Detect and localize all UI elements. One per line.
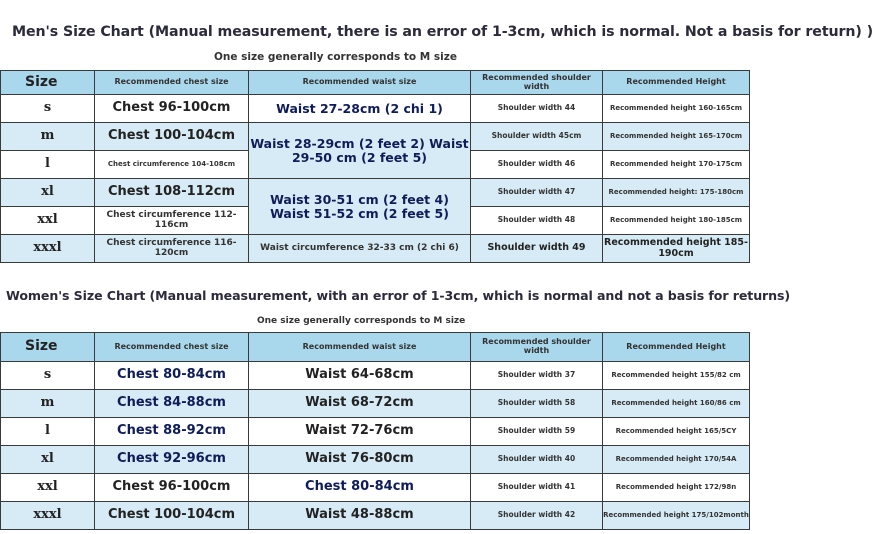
womens-table-header-row — [1, 333, 750, 362]
height-value: Recommended height 170-175cm — [603, 151, 750, 179]
waist-value: Waist 30-51 cm (2 feet 4) Waist 51-52 cm (2 feet 5) — [249, 179, 471, 235]
chest-value: Chest circumference 116-120cm — [95, 235, 249, 263]
size-label: l — [1, 418, 95, 446]
chest-value: Chest 88-92cm — [95, 418, 249, 446]
header-size: Size — [1, 71, 95, 95]
chest-value: Chest 80-84cm — [95, 362, 249, 390]
chest-value: Chest 92-96cm — [95, 446, 249, 474]
size-label: l — [1, 151, 95, 179]
chest-value: Chest 100-104cm — [95, 123, 249, 151]
chest-value: Chest circumference 112-116cm — [95, 207, 249, 235]
height-value: Recommended height: 175-180cm — [603, 179, 750, 207]
chest-value: Chest circumference 104-108cm — [95, 151, 249, 179]
table-row — [1, 418, 750, 446]
table-row — [1, 235, 750, 263]
header-chest: Recommended chest size — [95, 333, 249, 362]
waist-value: Waist 68-72cm — [249, 390, 471, 418]
table-row — [1, 446, 750, 474]
mens-table-header-row — [1, 71, 750, 95]
chest-value: Chest 108-112cm — [95, 179, 249, 207]
waist-value: Chest 80-84cm — [249, 474, 471, 502]
header-waist: Recommended waist size — [249, 71, 471, 95]
waist-value: Waist 27-28cm (2 chi 1) — [249, 95, 471, 123]
header-waist: Recommended waist size — [249, 333, 471, 362]
table-row — [1, 179, 750, 207]
size-label: xl — [1, 179, 95, 207]
mens-one-size-note: One size generally corresponds to M size — [214, 51, 457, 63]
shoulder-value: Shoulder width 37 — [471, 362, 603, 390]
shoulder-value: Shoulder width 40 — [471, 446, 603, 474]
waist-value: Waist 48-88cm — [249, 502, 471, 530]
chest-value: Chest 100-104cm — [95, 502, 249, 530]
header-shoulder: Recommended shoulder width — [471, 333, 603, 362]
header-shoulder: Recommended shoulder width — [471, 71, 603, 95]
waist-value: Waist 64-68cm — [249, 362, 471, 390]
shoulder-value: Shoulder width 41 — [471, 474, 603, 502]
height-value: Recommended height 155/82 cm — [603, 362, 750, 390]
size-label: xxxl — [1, 235, 95, 263]
table-row — [1, 95, 750, 123]
waist-value: Waist 28-29cm (2 feet 2) Waist 29-50 cm (2 feet 5) — [249, 123, 471, 179]
shoulder-value: Shoulder width 49 — [471, 235, 603, 263]
table-row — [1, 390, 750, 418]
table-row — [1, 123, 750, 151]
height-value: Recommended height 185-190cm — [603, 235, 750, 263]
size-label: xl — [1, 446, 95, 474]
shoulder-value: Shoulder width 46 — [471, 151, 603, 179]
size-label: m — [1, 390, 95, 418]
size-label: xxl — [1, 207, 95, 235]
waist-value: Waist circumference 32-33 cm (2 chi 6) — [249, 235, 471, 263]
womens-one-size-note: One size generally corresponds to M size — [257, 316, 466, 326]
shoulder-value: Shoulder width 58 — [471, 390, 603, 418]
height-value: Recommended height 175/102month — [603, 502, 750, 530]
size-label: xxl — [1, 474, 95, 502]
shoulder-value: Shoulder width 47 — [471, 179, 603, 207]
waist-value: Waist 72-76cm — [249, 418, 471, 446]
chest-value: Chest 96-100cm — [95, 474, 249, 502]
size-label: s — [1, 95, 95, 123]
shoulder-value: Shoulder width 59 — [471, 418, 603, 446]
shoulder-value: Shoulder width 44 — [471, 95, 603, 123]
header-height: Recommended Height — [603, 71, 750, 95]
shoulder-value: Shoulder width 42 — [471, 502, 603, 530]
header-chest: Recommended chest size — [95, 71, 249, 95]
height-value: Recommended height 160-165cm — [603, 95, 750, 123]
table-row — [1, 474, 750, 502]
chest-value: Chest 96-100cm — [95, 95, 249, 123]
header-size: Size — [1, 333, 95, 362]
womens-size-table — [0, 332, 750, 530]
size-label: m — [1, 123, 95, 151]
shoulder-value: Shoulder width 48 — [471, 207, 603, 235]
mens-size-table — [0, 70, 750, 263]
table-row — [1, 362, 750, 390]
size-label: s — [1, 362, 95, 390]
waist-value: Waist 76-80cm — [249, 446, 471, 474]
shoulder-value: Shoulder width 45cm — [471, 123, 603, 151]
womens-size-chart-title: Women's Size Chart (Manual measurement, with an error of 1-3cm, which is normal and not a basis for returns) — [6, 288, 791, 303]
mens-size-chart-title: Men's Size Chart (Manual measurement, there is an error of 1-3cm, which is normal. Not a basis for return) ) — [12, 24, 873, 40]
chest-value: Chest 84-88cm — [95, 390, 249, 418]
header-height: Recommended Height — [603, 333, 750, 362]
table-row — [1, 502, 750, 530]
height-value: Recommended height 165/5CY — [603, 418, 750, 446]
height-value: Recommended height 172/98n — [603, 474, 750, 502]
height-value: Recommended height 165-170cm — [603, 123, 750, 151]
height-value: Recommended height 180-185cm — [603, 207, 750, 235]
height-value: Recommended height 170/54A — [603, 446, 750, 474]
height-value: Recommended height 160/86 cm — [603, 390, 750, 418]
size-label: xxxl — [1, 502, 95, 530]
